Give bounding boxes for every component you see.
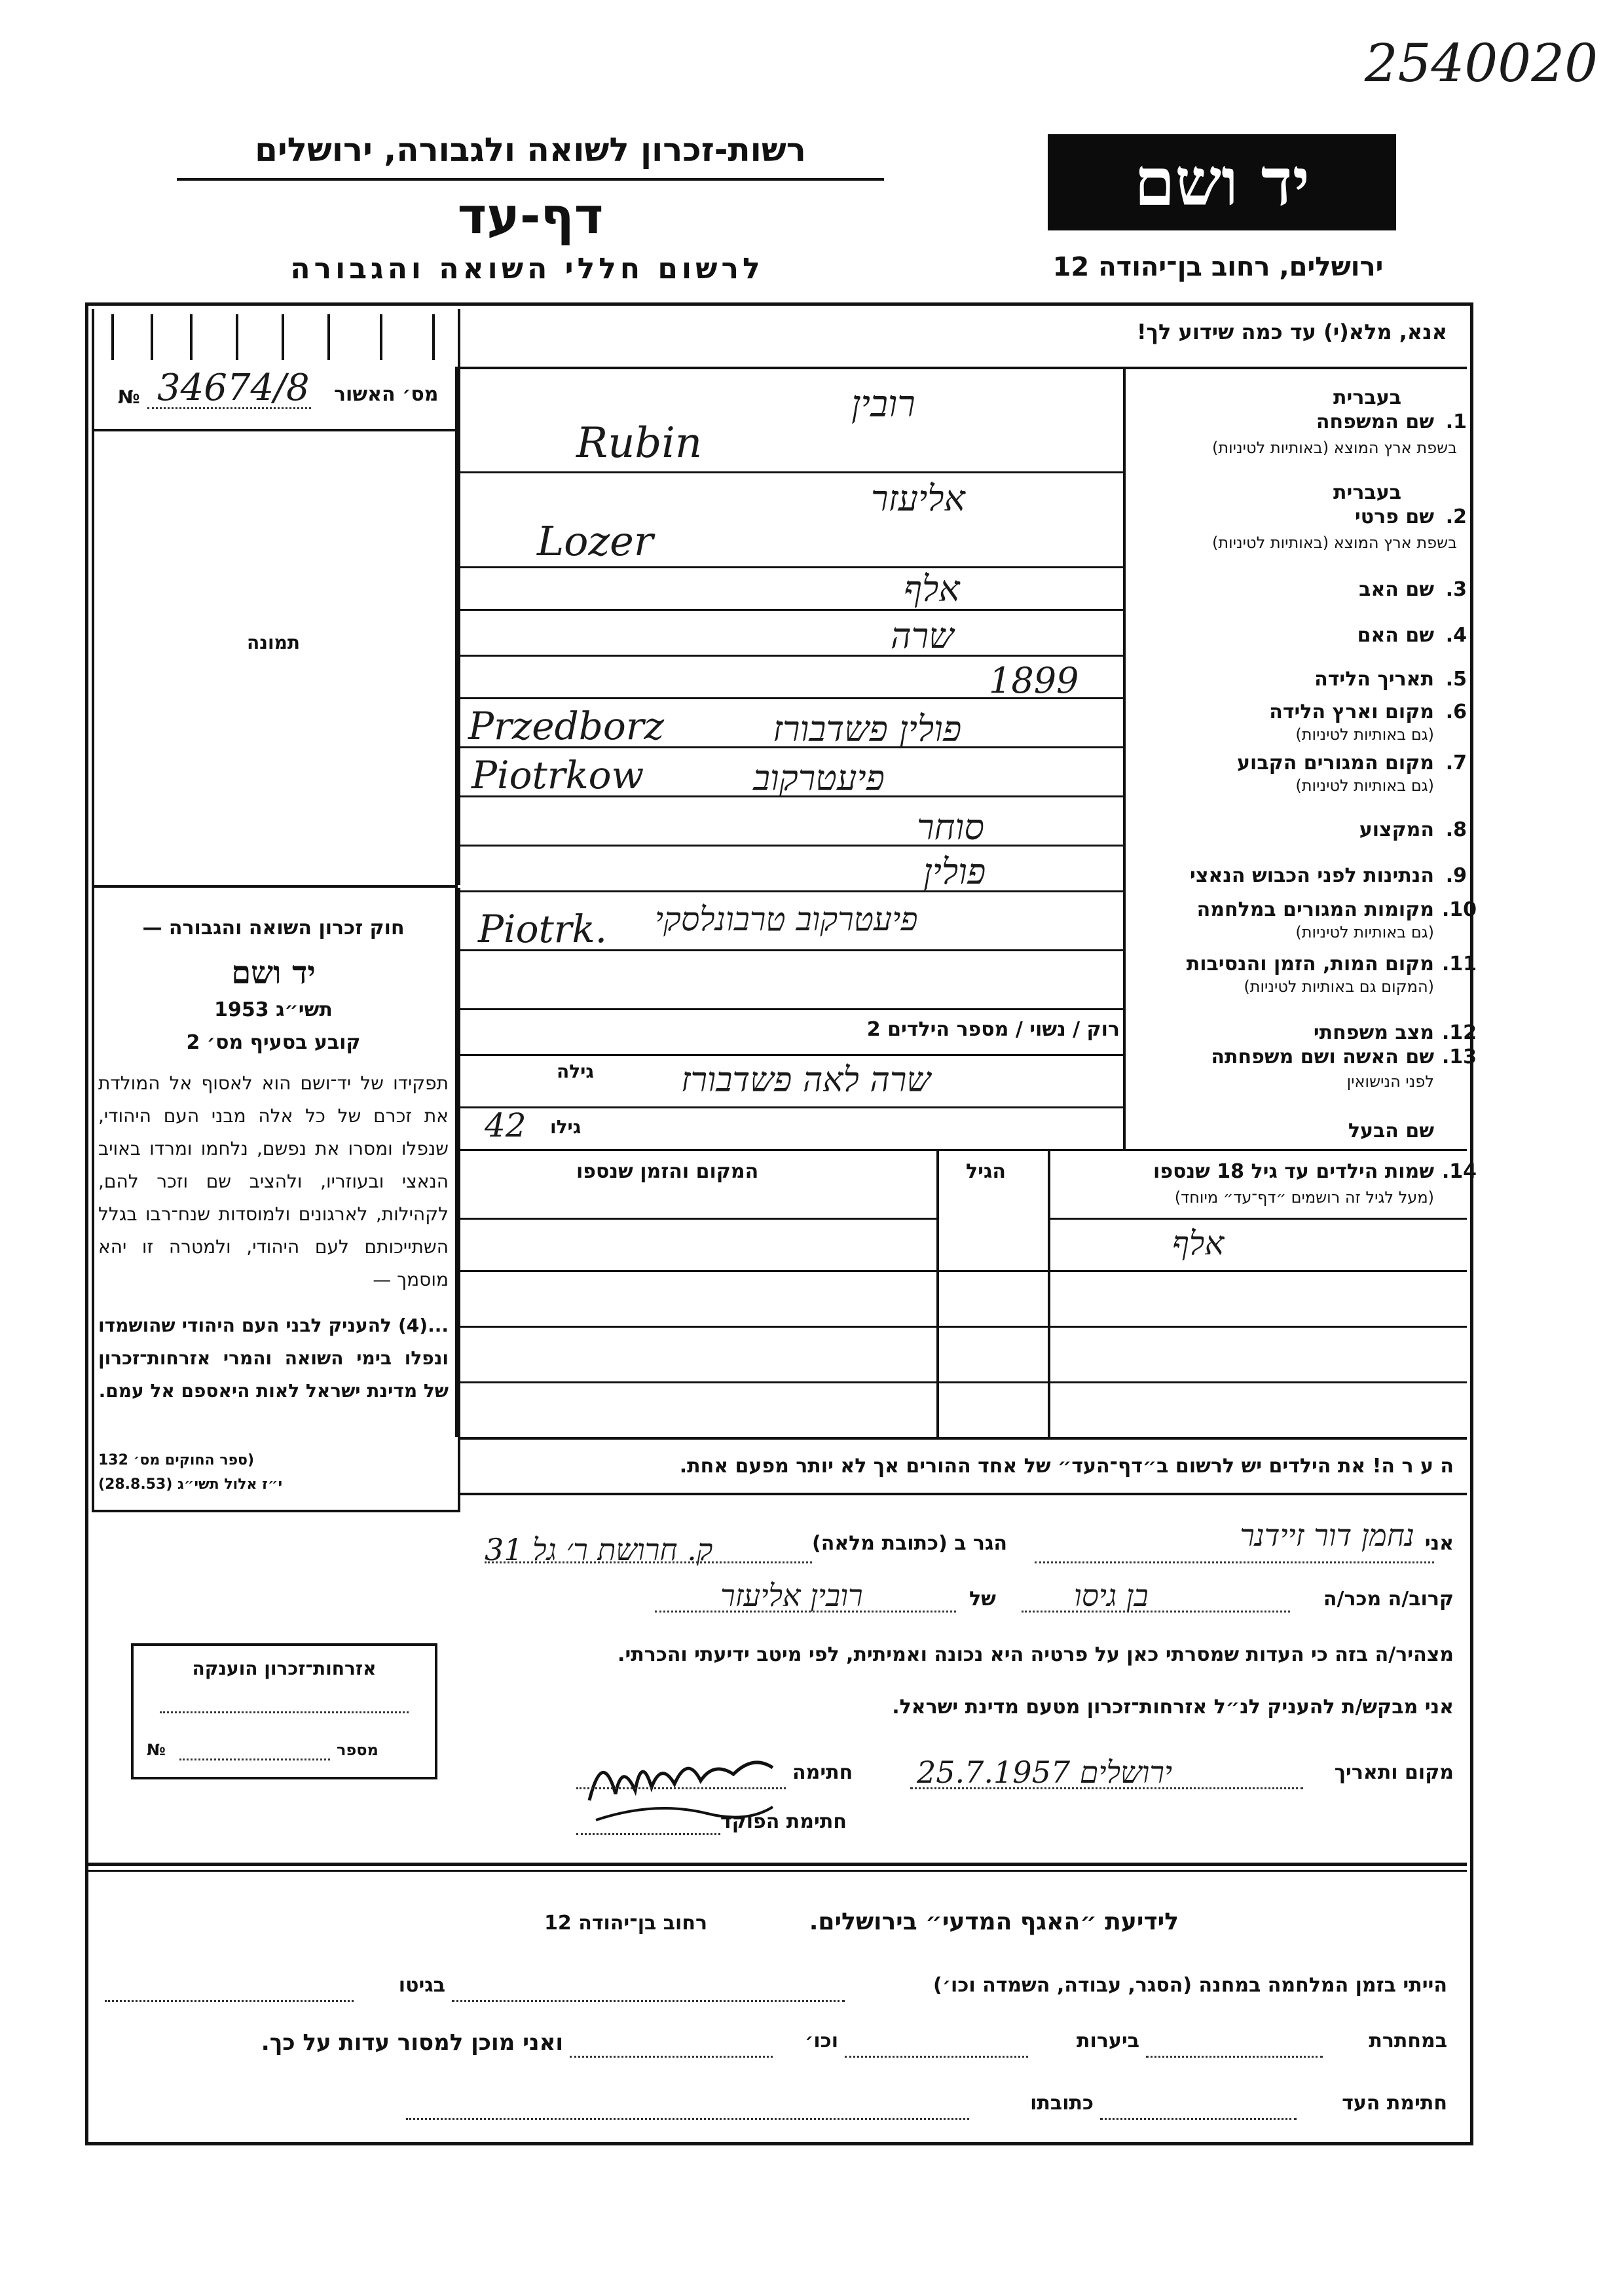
form-title: דף-עד: [457, 187, 604, 245]
field-13-label: שם האשה ושם משפחתה: [1211, 1046, 1434, 1068]
field-2-number: 2.: [1445, 505, 1467, 528]
footer-line2-c: וכו׳: [805, 2030, 838, 2052]
field-2-value: אליעזר: [871, 478, 965, 519]
approval-label: מס׳ האשור: [334, 383, 439, 406]
place-date-label: מקום ותאריך: [1334, 1761, 1454, 1784]
citizenship-no: №: [147, 1741, 166, 1759]
relative-value: בן גיסו: [1074, 1578, 1149, 1613]
field-1-value-latin: Rubin: [576, 419, 703, 467]
field-11-sub: (המקום גם באותיות לטיניות): [1244, 977, 1434, 996]
value-column-left-border: [455, 367, 458, 1149]
field-1-sub: בשפת ארץ המוצא (באותיות לטיניות): [1212, 439, 1457, 457]
law-name: יד ושם: [231, 955, 316, 991]
field-8-label: המקצוע: [1359, 818, 1434, 841]
field-6-value: פולין פשדבורז: [773, 708, 962, 750]
field-9-number: 9.: [1445, 864, 1467, 887]
field-1-value: רובין: [851, 383, 915, 426]
request-text: אני מבקש/ת להעניק לנ״ל אזרחות־זכרון מטעם מדינת ישראל.: [892, 1696, 1454, 1719]
field-10-sub: (גם באותיות לטיניות): [1295, 923, 1434, 941]
approval-no-label: №: [118, 386, 140, 408]
field-4-value: שרה: [891, 615, 954, 657]
field-1-tag: בעברית: [1333, 386, 1401, 409]
field-6-value-latin: Przedborz: [468, 704, 665, 748]
field-7-label: מקום המגורים הקבוע: [1237, 752, 1434, 774]
footer-line2-b: ביערות: [1077, 2030, 1139, 2052]
field-3-label: שם האב: [1359, 578, 1434, 601]
law-heading: חוק זכרון השואה והגבורה —: [142, 917, 405, 939]
field-12-label: מצב משפחתי: [1313, 1021, 1434, 1044]
approval-number: 34674/8: [157, 367, 310, 409]
field-2-sub: בשפת ארץ המוצא (באותיות לטיניות): [1212, 534, 1457, 552]
footer-line1-b: בגיטו: [398, 1974, 445, 1997]
footer-line2-a: במחתרת: [1369, 2030, 1447, 2052]
field-6-number: 6.: [1445, 701, 1467, 723]
law-year: תשי״ג 1953: [214, 998, 333, 1021]
of-value: רובין אליעזר: [720, 1578, 863, 1613]
field-13-value: שרה לאה פשדבורז: [681, 1061, 931, 1100]
of-label: של: [969, 1588, 996, 1611]
field-1-number: 1.: [1445, 410, 1467, 433]
citizenship-number-label: מספר: [337, 1741, 378, 1759]
field-4-number: 4.: [1445, 624, 1467, 647]
husband-age-value: 42: [485, 1106, 526, 1144]
field-7-sub: (גם באותיות לטיניות): [1295, 776, 1434, 795]
field-10-value: פיעטרקוב טרבונלסקי: [655, 900, 918, 938]
child-1-name: אלף: [1172, 1224, 1225, 1262]
field-7-value: פיעטרקוב: [753, 757, 885, 799]
field-10-label: מקומות המגורים במלחמה: [1196, 898, 1434, 921]
label-column-border: [1123, 367, 1126, 1149]
law-text: תפקידו של יד־ושם הוא לאסוף אל המולדת את זכרם של כל אלה מבני העם היהודי, שנפלו ומסרו את נפשם, נלחמו ומרדו באויב הנאצי ובעוזריו, ולהציב שם וזכר להם, לקהילות, לארגונים ולמוסדות שנח־רבו בגלל השתייכותם לעם היהודי, ולמטרה זו יהא מוסמך —: [98, 1072, 449, 1290]
children-col-2: [1048, 1149, 1050, 1437]
field-12-value: רוק / נשוי / מספר הילדים 2: [866, 1018, 1120, 1041]
field-7-number: 7.: [1445, 752, 1467, 774]
header-address: ירושלים, רחוב בן־יהודה 12: [1052, 252, 1384, 282]
footer-line1-a: הייתי בזמן המלחמה במחנה (הסגר, עבודה, השמדה וכו׳): [933, 1974, 1447, 1997]
children-col-place: המקום והזמן שנספו: [576, 1160, 759, 1183]
declarant-i-label: אני: [1424, 1532, 1454, 1555]
field-2-value-latin: Lozer: [537, 517, 654, 565]
field-2-label: שם פרטי: [1354, 505, 1434, 528]
footer-line3-b: כתובתו: [1030, 2092, 1094, 2115]
law-clause4: ...(4) להעניק לבני העם היהודי שהושמדו ונפלו בימי השואה והמרי אזרחות־זכרון של מדינת ישראל לאות היאספם אל עמם.: [98, 1315, 449, 1402]
field-10-value-latin: Piotrk.: [478, 907, 608, 951]
field-4-label: שם האם: [1357, 624, 1434, 647]
resident-value: ק. חרושת ר׳ גל 31: [485, 1532, 713, 1567]
tick-marks: [111, 314, 439, 360]
form-subtitle: לרשום חללי השואה והגבורה: [290, 252, 764, 285]
field-13-sub: לפני הנישואין: [1346, 1072, 1434, 1091]
citizenship-box: [131, 1643, 437, 1779]
field-5-label: תאריך הלידה: [1314, 668, 1434, 691]
children-heading: שמות הילדים עד גיל 18 שנספו: [1153, 1160, 1434, 1183]
field-1-label: שם המשפחה: [1316, 410, 1434, 433]
law-citation-1: (ספר החוקים מס׳ 132: [98, 1452, 255, 1468]
field-11-label: מקום המות, הזמן והנסיבות: [1186, 953, 1434, 975]
field-10-number: 10.: [1441, 898, 1477, 921]
footer-address: רחוב בן־יהודה 12: [544, 1912, 707, 1935]
field-7-value-latin: Piotrkow: [471, 753, 644, 797]
field-13-number: 13.: [1441, 1046, 1477, 1068]
declarant-name: נחמן דור זיידנר: [1240, 1518, 1414, 1553]
children-col-age: הגיל: [966, 1160, 1006, 1183]
law-clause: קובע בסעיף מס׳ 2: [186, 1031, 361, 1054]
citizenship-title: אזרחות־זכרון הוענקה: [192, 1658, 377, 1679]
law-citation-2: י״ז אלול תשי״ג (28.8.53): [98, 1476, 283, 1493]
field-9-value: פולין: [923, 851, 986, 892]
resident-label: הגר ב (כתובת מלאה): [812, 1532, 1008, 1555]
children-col-1: [936, 1149, 939, 1437]
footer-heading: לידיעת ״האגף המדעי״ בירושלים.: [809, 1908, 1179, 1935]
field-5-number: 5.: [1445, 668, 1467, 691]
field-2-tag: בעברית: [1333, 481, 1401, 504]
children-number: 14.: [1441, 1160, 1477, 1183]
archive-number: 2540020: [1364, 33, 1598, 94]
instruction: אנא, מלא(י) עד כמה שידוע לך!: [1136, 319, 1447, 344]
field-6-label: מקום וארץ הלידה: [1269, 701, 1434, 723]
field-9-label: הנתינות לפני הכבוש הנאצי: [1190, 864, 1434, 887]
place-date-value: ירושלים 25.7.1957: [917, 1755, 1173, 1790]
field-11-number: 11.: [1441, 953, 1477, 975]
note: ה ע ר ה! את הילדים יש לרשום ב״דף־העד״ של אחד ההורים אך לא יותר מפעם אחת.: [679, 1455, 1454, 1478]
footer-line2-d: ואני מוכן למסור עדות על כך.: [261, 2030, 563, 2056]
husband-label: שם הבעל: [1348, 1120, 1434, 1142]
yad-vashem-logo: יד ושם: [1048, 134, 1396, 230]
field-6-sub: (גם באותיות לטיניות): [1295, 725, 1434, 744]
photo-label: תמונה: [247, 632, 300, 653]
field-8-number: 8.: [1445, 818, 1467, 841]
field-3-number: 3.: [1445, 578, 1467, 601]
husband-age-label: גילו: [550, 1116, 581, 1138]
field-12-number: 12.: [1441, 1021, 1477, 1044]
field-13-age-label: גילה: [557, 1061, 594, 1082]
relative-label: קרוב/ה מכר/ה: [1323, 1588, 1454, 1611]
field-8-value: סוחר: [917, 807, 985, 848]
official-signature-label: חתימת הפוקד: [720, 1810, 847, 1833]
footer-line3-a: חתימת העד: [1342, 2092, 1447, 2115]
authority-title: רשות-זכרון לשואה ולגבורה, ירושלים: [255, 131, 806, 169]
children-sub: (מעל לגיל זה רושמים ״דף־עד״ מיוחד): [1174, 1188, 1434, 1207]
field-5-value: 1899: [989, 660, 1079, 701]
declaration-text: מצהיר/ה בזה כי העדות שמסרתי כאן על פרטיה היא נכונה ואמיתית, לפי מיטב ידיעתי והכרתי.: [618, 1643, 1454, 1666]
field-3-value: אלף: [904, 568, 960, 610]
signature-label: חתימה: [792, 1761, 853, 1784]
